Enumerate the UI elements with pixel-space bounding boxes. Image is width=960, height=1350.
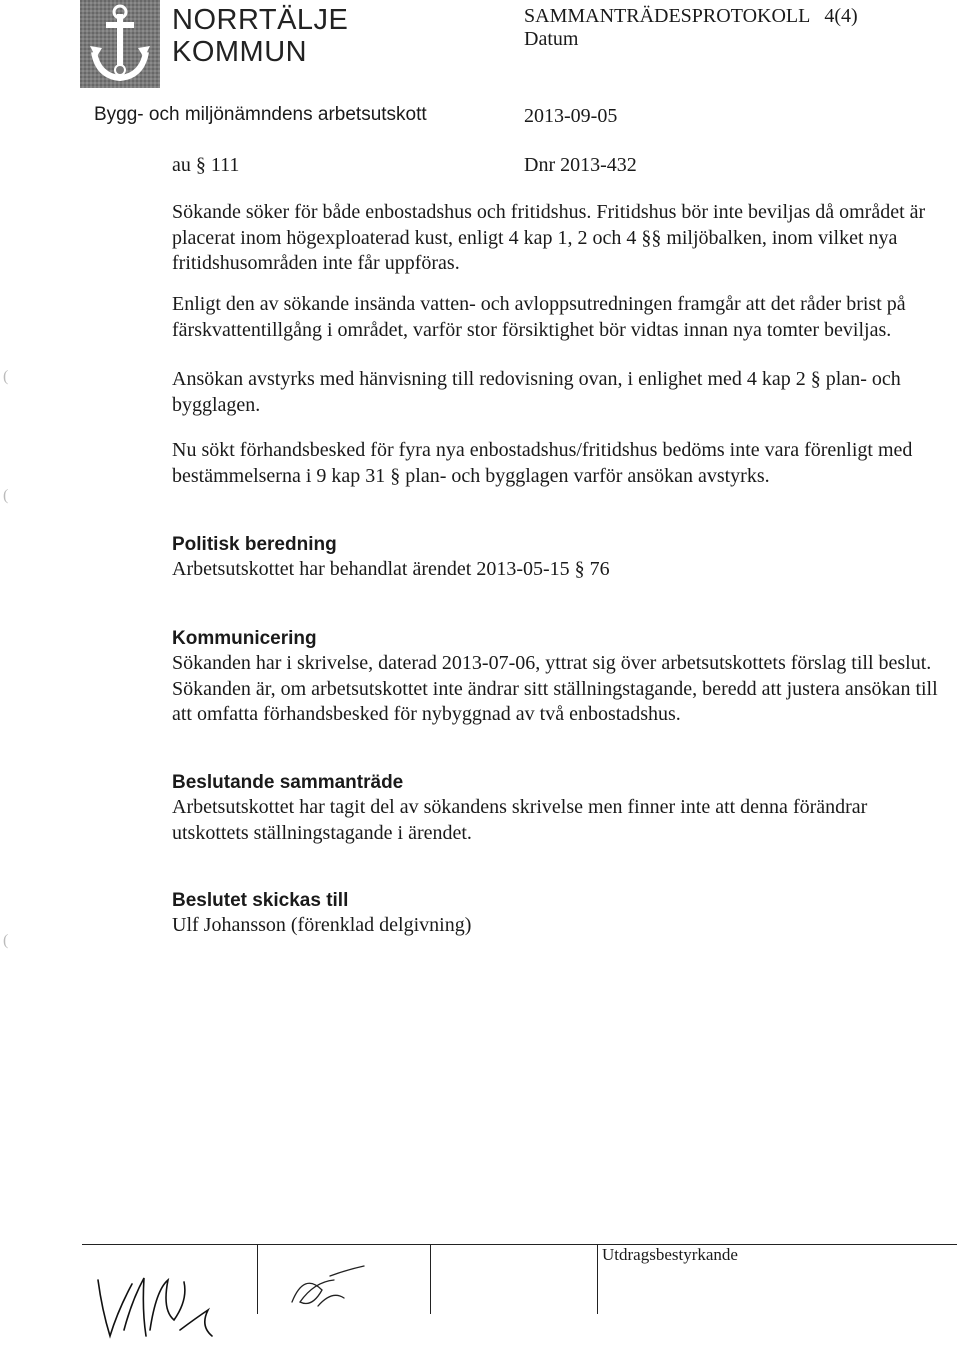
scan-mark: ( <box>3 368 9 385</box>
footer-rule <box>82 1244 957 1245</box>
body-paragraph: Ansökan avstyrks med hänvisning till redovisning ovan, i enlighet med 4 kap 2 § plan- och bygglagen. <box>172 368 901 416</box>
body-paragraph: Enligt den av sökande insända vatten- och avloppsutredningen framgår att det råder brist på färskvattentillgång i området, varför stor försiktighet bör vidtas innan nya tomter beviljas. <box>172 293 906 341</box>
signature-2 <box>274 1262 384 1327</box>
signature-1 <box>88 1270 238 1350</box>
date-label: Datum <box>524 28 579 50</box>
org-name-line2: KOMMUN <box>172 36 308 68</box>
meeting-date: 2013-09-05 <box>524 105 618 127</box>
section-heading-beslutet-skickas-till: Beslutet skickas till <box>172 890 349 911</box>
organization-name <box>172 4 348 68</box>
document-type: SAMMANTRÄDESPROTOKOLL <box>524 5 811 27</box>
extract-certification-label: Utdragsbestyrkande <box>602 1245 738 1264</box>
section-text-kommunicering: Sökanden har i skrivelse, daterad 2013-07-06, yttrat sig över arbetsutskottets förslag till beslut. Sökanden är, om arbetsutskottet inte ändrar sitt ställningstagande, beredd att justera ansökan till att omfatta förhandsbesked för nybyggnad av två enbostadshus. <box>172 652 938 725</box>
municipality-logo <box>80 0 160 88</box>
body-paragraph: Nu sökt förhandsbesked för fyra nya enbostadshus/fritidshus bedöms inte vara förenligt med bestämmelserna i 9 kap 31 § plan- och bygglagen varför ansökan avstyrks. <box>172 439 913 487</box>
scan-mark: ( <box>3 932 9 949</box>
footer-divider <box>597 1244 598 1314</box>
footer-divider <box>430 1244 431 1314</box>
section-text-beslutande-sammantrade: Arbetsutskottet har tagit del av sökandens skrivelse men finner inte att denna förändrar utskottets ställningstagande i ärendet. <box>172 796 868 844</box>
case-number: Dnr 2013-432 <box>524 154 637 176</box>
page-number: 4(4) <box>824 5 858 27</box>
section-text-beslutet-skickas-till: Ulf Johansson (förenklad delgivning) <box>172 914 472 936</box>
section-heading-beslutande-sammantrade: Beslutande sammanträde <box>172 772 404 793</box>
paragraph-reference: au § 111 <box>172 154 240 176</box>
section-heading-kommunicering: Kommunicering <box>172 628 317 649</box>
section-heading-politisk-beredning: Politisk beredning <box>172 534 337 555</box>
section-text-politisk-beredning: Arbetsutskottet har behandlat ärendet 2013-05-15 § 76 <box>172 558 610 580</box>
footer-divider <box>257 1244 258 1314</box>
committee-name: Bygg- och miljönämndens arbetsutskott <box>94 104 427 125</box>
document-title <box>524 4 858 28</box>
org-name-line1: NORRTÄLJE <box>172 4 349 36</box>
scan-mark: ( <box>3 487 9 504</box>
body-paragraph: Sökande söker för både enbostadshus och fritidshus. Fritidshus bör inte beviljas då området är placerat inom högexploaterad kust, enligt 4 kap 1, 2 och 4 §§ miljöbalken, inom vilket nya fritidshusområden inte får uppföras. <box>172 201 926 274</box>
